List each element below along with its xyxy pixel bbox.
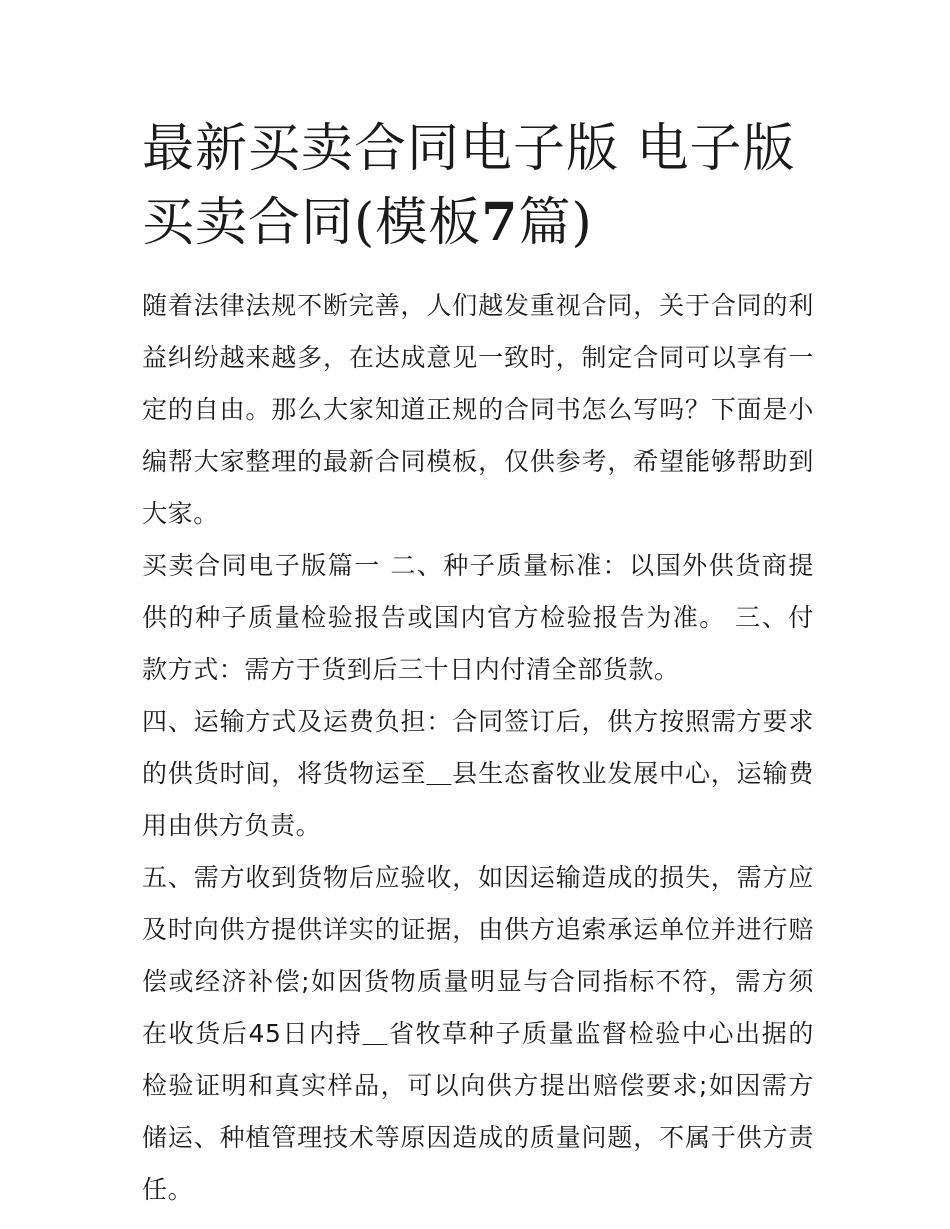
contract-section-paragraph: 买卖合同电子版篇一 二、种子质量标准：以国外供货商提供的种子质量检验报告或国内官方检验报告为准。 三、付款方式：需方于货到后三十日内付清全部货款。 <box>142 551 814 684</box>
document-title <box>142 112 822 260</box>
intro-paragraph: 随着法律法规不断完善，人们越发重视合同，关于合同的利益纠纷越来越多，在达成意见一致时，制定合同可以享有一定的自由。那么大家知道正规的合同书怎么写吗？下面是小编帮大家整理的最新合同模板，仅供参考，希望能够帮助到大家。 <box>142 291 814 528</box>
title-template-count: 7 <box>481 192 519 253</box>
title-text-part1: 最新买卖合同电子版 电子版买卖合同(模板 <box>142 119 796 253</box>
document-body <box>142 280 814 1216</box>
title-text-part2: 篇) <box>518 193 593 253</box>
inspection-clause-paragraph: 五、需方收到货物后应验收，如因运输造成的损失，需方应及时向供方提供详实的证据，由供方追索承运单位并进行赔偿或经济补偿;如因货物质量明显与合同指标不符，需方须在收货后45日内持＿省牧草种子质量监督检验中心出据的检验证明和真实样品，可以向供方提出赔偿要求;如因需方储运、种植管理技术等原因造成的质量问题，不属于供方责任。 <box>142 863 814 1204</box>
transport-clause-paragraph: 四、运输方式及运费负担：合同签订后，供方按照需方要求的供货时间，将货物运至＿县生态畜牧业发展中心，运输费用由供方负责。 <box>142 707 814 840</box>
